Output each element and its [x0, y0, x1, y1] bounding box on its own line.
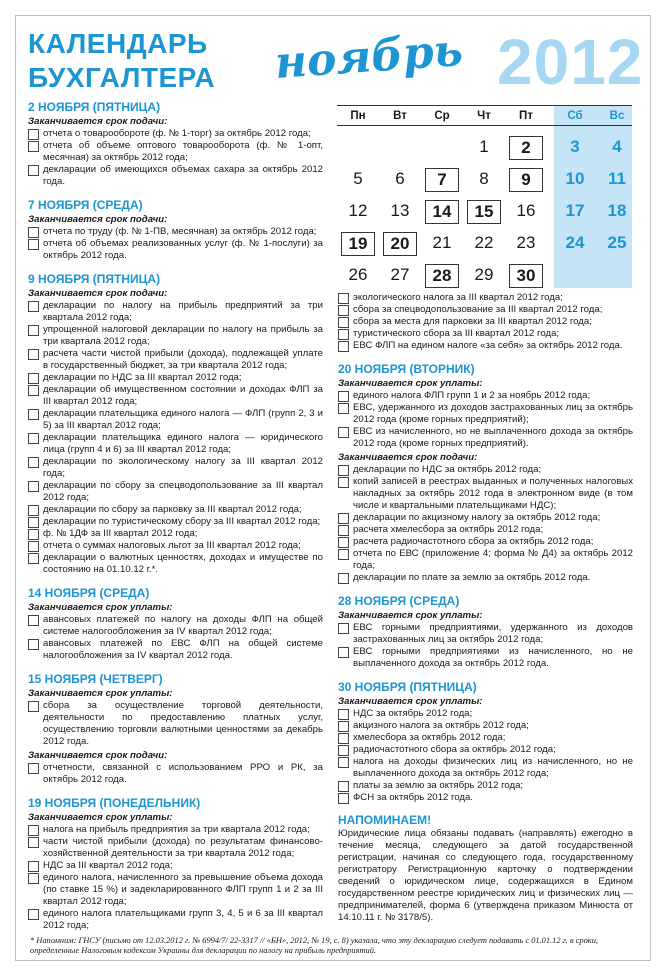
- weekday-label: Чт: [477, 110, 491, 122]
- checklist-item: [338, 464, 633, 476]
- checkbox[interactable]: [28, 481, 39, 492]
- calendar-day: 16: [516, 201, 536, 220]
- checklist-item: [338, 792, 633, 804]
- checkbox[interactable]: [28, 141, 39, 152]
- item-text: единого налога плательщиками групп 3, 4, 5 и 6 за III квартал 2012 года;: [43, 908, 323, 931]
- checklist-item: [338, 536, 633, 548]
- weekday-label: Сб: [567, 110, 583, 122]
- calendar-day: 22: [474, 233, 494, 252]
- item-text: декларации об имущественном состоянии и доходах ФЛП за III квартал 2012 года;: [43, 384, 323, 407]
- checkbox[interactable]: [338, 427, 349, 438]
- checkbox[interactable]: [28, 615, 39, 626]
- item-text: отчета об объемах реализованных услуг (ф. № 1-послуги) за октябрь 2012 года.: [43, 238, 323, 261]
- deadline-subheading: Заканчивается срок подачи:: [28, 214, 168, 225]
- calendar-day: 17: [565, 201, 585, 220]
- checklist-item: [338, 572, 633, 584]
- checklist-item: [338, 524, 633, 536]
- checklist-item: [28, 860, 323, 872]
- section-heading: 2 НОЯБРЯ (ПЯТНИЦА): [28, 100, 161, 114]
- deadline-subheading: Заканчивается срок подачи:: [28, 750, 168, 761]
- section-heading: 30 НОЯБРЯ (ПЯТНИЦА): [338, 680, 477, 694]
- checkbox[interactable]: [338, 623, 349, 634]
- checkbox[interactable]: [28, 763, 39, 774]
- item-text: упрощенной налоговой декларации по налогу на прибыль за три квартала 2012 года;: [43, 324, 323, 347]
- calendar-day: 18: [607, 201, 627, 220]
- calendar-day: 1: [479, 137, 489, 156]
- checklist-item: [28, 528, 323, 540]
- checkbox[interactable]: [338, 757, 349, 768]
- checkbox[interactable]: [338, 465, 349, 476]
- checkbox[interactable]: [28, 373, 39, 384]
- weekend-band: [554, 105, 632, 288]
- item-text: ЕВС горными предприятиями, удержанного из доходов застрахованных лиц за октябрь 2012 года;: [353, 622, 633, 645]
- checklist-item: [338, 732, 633, 744]
- weekday-label: Вс: [609, 110, 625, 122]
- checkbox[interactable]: [28, 409, 39, 420]
- checkbox[interactable]: [28, 837, 39, 848]
- checklist-item: [28, 128, 323, 140]
- checklist-item: [338, 708, 633, 720]
- calendar-day: 12: [348, 201, 368, 220]
- checkbox[interactable]: [338, 721, 349, 732]
- calendar-day: 2: [509, 136, 543, 160]
- weekday-label: Вт: [393, 110, 407, 122]
- item-text: ф. № 1ДФ за III квартал 2012 года;: [43, 528, 198, 539]
- checkbox[interactable]: [28, 639, 39, 650]
- checkbox[interactable]: [338, 329, 349, 340]
- calendar-day: 8: [479, 169, 489, 188]
- item-text: платы за землю за октябрь 2012 года;: [353, 780, 524, 791]
- deadline-subheading: Заканчивается срок уплаты:: [338, 378, 483, 389]
- reminder-text: Юридические лица обязаны подавать (направлять) ежегодно в течение месяца, следующего за датой государственной регистрации, начиная со следующего года, государственному регистратору Регистрационную карточку о подтверждении сведений о юридическом лице, содержащихся в Едином государственном реестре юридических лиц и физических лиц — предпринимателей, форма 6 (утверждена приказом Минюста от 14.10.11 г. № 3178/5).: [338, 828, 633, 923]
- calendar-day: 6: [395, 169, 405, 188]
- weekday-label: Пн: [350, 110, 366, 122]
- checklist-item: [338, 622, 633, 646]
- year-title: 2012: [497, 26, 644, 98]
- checklist-item: [338, 402, 633, 426]
- checkbox[interactable]: [338, 341, 349, 352]
- checkbox[interactable]: [28, 825, 39, 836]
- checklist-item: [338, 390, 633, 402]
- checkbox[interactable]: [28, 873, 39, 884]
- calendar-day: 29: [474, 265, 494, 284]
- calendar-day: 10: [565, 169, 585, 188]
- calendar-day: 28: [425, 264, 459, 288]
- checkbox[interactable]: [28, 861, 39, 872]
- item-text: декларации плательщика единого налога — юридического лица (групп 4 и 6) за III квартал 2012 года;: [43, 432, 323, 455]
- checklist-item: [28, 638, 323, 662]
- checkbox[interactable]: [338, 403, 349, 414]
- calendar-day: 20: [383, 232, 417, 256]
- section-heading: 14 НОЯБРЯ (СРЕДА): [28, 586, 150, 600]
- item-text: НДС за октябрь 2012 года;: [353, 708, 473, 719]
- item-text: ЕВС ФЛП на едином налоге «за себя» за октябрь 2012 года.: [353, 340, 623, 351]
- left-column: [28, 100, 323, 932]
- deadline-subheading: Заканчивается срок подачи:: [338, 452, 478, 463]
- checklist-item: [28, 348, 323, 372]
- item-text: НДС за III квартал 2012 года;: [43, 860, 173, 871]
- deadline-subheading: Заканчивается срок уплаты:: [338, 610, 483, 621]
- checklist-item: [338, 316, 633, 328]
- checkbox[interactable]: [338, 745, 349, 756]
- item-text: декларации по экологическому налогу за III квартал 2012 года;: [43, 456, 323, 479]
- item-text: расчета радиочастотного сбора за октябрь 2012 года;: [353, 536, 594, 547]
- title-line2: БУХГАЛТЕРА: [28, 62, 216, 93]
- item-text: ЕВС, удержанного из доходов застрахованных лиц за октябрь 2012 года (кроме горных предприятий);: [353, 402, 633, 425]
- item-text: налога на доходы физических лиц из начисленного, но не выплаченного дохода за октябрь 2012 года;: [353, 756, 633, 779]
- deadline-subheading: Заканчивается срок уплаты:: [28, 688, 173, 699]
- item-text: отчета об объеме оптового товарооборота (ф. № 1-опт, месячная) за октябрь 2012 года;: [43, 140, 323, 163]
- item-text: туристического сбора за III квартал 2012 года;: [353, 328, 560, 339]
- checkbox[interactable]: [338, 477, 349, 488]
- checklist-item: [28, 540, 323, 552]
- checklist-item: [28, 824, 323, 836]
- calendar-day: 13: [390, 201, 410, 220]
- checklist-item: [28, 480, 323, 504]
- month-title: ноябрь: [273, 24, 465, 89]
- checklist-item: [338, 292, 633, 304]
- section-heading: 20 НОЯБРЯ (ВТОРНИК): [338, 362, 475, 376]
- calendar-day: 9: [509, 168, 543, 192]
- calendar-day: 25: [607, 233, 627, 252]
- footnote: * Напомним: ГНСУ (письмо от 12.03.2012 г. № 6994/7/ 22-3317 // «БН», 2012, № 19, с. 8) указала, что эту декларацию следует подавать с 01.01.12 г. в сроки, определенные Налоговым кодексом Украины для декларации по налогу на прибыль предприятий.: [30, 936, 598, 955]
- calendar-header: [337, 105, 632, 126]
- item-text: отчета по ЕВС (приложение 4; форма № Д4) за октябрь 2012 года;: [353, 548, 633, 571]
- checkbox[interactable]: [338, 647, 349, 658]
- checkbox[interactable]: [338, 293, 349, 304]
- checklist-item: [28, 504, 323, 516]
- checklist-item: [338, 756, 633, 780]
- checklist-item: [28, 908, 323, 932]
- calendar-day: 27: [390, 265, 410, 284]
- checklist-item: [338, 328, 633, 340]
- item-text: декларации по плате за землю за октябрь 2012 года.: [353, 572, 591, 583]
- checklist-item: [338, 744, 633, 756]
- checklist-item: [28, 408, 323, 432]
- item-text: хмелесбора за октябрь 2012 года;: [353, 732, 506, 743]
- item-text: налога на прибыль предприятия за три квартала 2012 года;: [43, 824, 310, 835]
- checkbox[interactable]: [338, 733, 349, 744]
- checkbox[interactable]: [28, 227, 39, 238]
- calendar-grid: [337, 105, 632, 288]
- checklist-item: [338, 340, 633, 352]
- checkbox[interactable]: [28, 909, 39, 920]
- checkbox[interactable]: [28, 433, 39, 444]
- right-column: [338, 292, 633, 924]
- checklist-item: [338, 720, 633, 732]
- checkbox[interactable]: [28, 517, 39, 528]
- item-text: сбора за места для парковки за III квартал 2012 года;: [353, 316, 592, 327]
- checkbox[interactable]: [28, 505, 39, 516]
- checkbox[interactable]: [28, 529, 39, 540]
- checkbox[interactable]: [28, 349, 39, 360]
- title-line1: КАЛЕНДАРЬ: [28, 28, 208, 59]
- item-text: декларации по налогу на прибыль предприятий за три квартала 2012 года;: [43, 300, 323, 323]
- checklist-item: [338, 304, 633, 316]
- weekday-label: Пт: [519, 110, 533, 122]
- checklist-item: [28, 164, 323, 188]
- checkbox[interactable]: [28, 541, 39, 552]
- checkbox[interactable]: [338, 513, 349, 524]
- section-heading: 28 НОЯБРЯ (СРЕДА): [338, 594, 460, 608]
- checklist-item: [28, 456, 323, 480]
- item-text: радиочастотного сбора за октябрь 2012 года;: [353, 744, 556, 755]
- item-text: декларации плательщика единого налога — ФЛП (групп 2, 3 и 5) за III квартал 2012 года;: [43, 408, 323, 431]
- item-text: акцизного налога за октябрь 2012 года;: [353, 720, 529, 731]
- item-text: декларации о валютных ценностях, доходах и имуществе по состоянию на 01.10.12 г.*.: [43, 552, 323, 575]
- item-text: декларации по туристическому сбору за III квартал 2012 года;: [43, 516, 321, 527]
- section-heading: 19 НОЯБРЯ (ПОНЕДЕЛЬНИК): [28, 796, 201, 810]
- checklist-item: [338, 476, 633, 512]
- checklist-item: [338, 512, 633, 524]
- item-text: декларации по сбору за спецводопользование за III квартал 2012 года;: [43, 480, 323, 503]
- item-text: сбора за осуществление торговой деятельности, деятельности по предоставлению платных услуг, осуществлению торговли валютными ценностями за декабрь 2012 года.: [43, 700, 323, 747]
- checkbox[interactable]: [338, 781, 349, 792]
- checkbox[interactable]: [338, 793, 349, 804]
- checklist-item: [338, 548, 633, 572]
- calendar-day: 14: [425, 200, 459, 224]
- checkbox[interactable]: [338, 573, 349, 584]
- checkbox[interactable]: [28, 239, 39, 250]
- calendar-day: 7: [425, 168, 459, 192]
- calendar-day: 19: [341, 232, 375, 256]
- checklist-item: [28, 872, 323, 908]
- item-text: отчета о товарообороте (ф. № 1-торг) за октябрь 2012 года;: [43, 128, 311, 139]
- calendar-day: 21: [432, 233, 452, 252]
- calendar-day: 11: [608, 169, 626, 188]
- checkbox[interactable]: [28, 457, 39, 468]
- checklist-item: [338, 646, 633, 670]
- checkbox[interactable]: [338, 305, 349, 316]
- checklist-item: [28, 300, 323, 324]
- item-text: декларации об имеющихся объемах сахара за октябрь 2012 года.: [43, 164, 323, 187]
- checklist-item: [28, 432, 323, 456]
- item-text: декларации по акцизному налогу за октябрь 2012 года;: [353, 512, 601, 523]
- item-text: авансовых платежей по ЕВС ФЛП на общей системе налогообложения за IV квартал 2012 года.: [43, 638, 323, 661]
- checkbox[interactable]: [338, 391, 349, 402]
- calendar-day: 24: [565, 233, 585, 252]
- item-text: декларации по НДС за октябрь 2012 года;: [353, 464, 542, 475]
- reminder-title: НАПОМИНАЕМ!: [338, 813, 432, 827]
- item-text: части чистой прибыли (дохода) по результатам финансово-хозяйственной деятельности за три квартала 2012 года;: [43, 836, 323, 859]
- checklist-item: [28, 226, 323, 238]
- calendar-day: 30: [509, 264, 543, 288]
- item-text: расчета хмелесбора за октябрь 2012 года;: [353, 524, 544, 535]
- item-text: экологического налога за III квартал 2012 года;: [353, 292, 563, 303]
- item-text: отчета по труду (ф. № 1-ПВ, месячная) за октябрь 2012 года;: [43, 226, 317, 237]
- calendar-day: 5: [353, 169, 363, 188]
- section-heading: 15 НОЯБРЯ (ЧЕТВЕРГ): [28, 672, 163, 686]
- item-text: единого налога, начисленного за превышение объема дохода (по ставке 15 %) и задекларированного ФЛП групп 1 и 2 за III квартал 2012 года;: [43, 872, 323, 907]
- item-text: ЕВС горными предприятиями из начисленного, но не выплаченного дохода за октябрь 2012 года.: [353, 646, 633, 669]
- item-text: отчета о суммах налоговых льгот за III квартал 2012 года;: [43, 540, 301, 551]
- deadline-subheading: Заканчивается срок подачи:: [28, 288, 168, 299]
- checklist-item: [338, 780, 633, 792]
- checkbox[interactable]: [338, 537, 349, 548]
- checkbox[interactable]: [28, 701, 39, 712]
- checklist-item: [28, 700, 323, 748]
- weekday-label: Ср: [434, 110, 450, 122]
- item-text: авансовых платежей по налогу на доходы ФЛП на общей системе налогообложения за IV квартал 2012 года;: [43, 614, 323, 637]
- calendar-day: 3: [570, 137, 580, 156]
- checkbox[interactable]: [28, 325, 39, 336]
- checklist-item: [28, 324, 323, 348]
- item-text: единого налога ФЛП групп 1 и 2 за ноябрь 2012 года;: [353, 390, 591, 401]
- deadline-subheading: Заканчивается срок подачи:: [28, 116, 168, 127]
- deadline-subheading: Заканчивается срок уплаты:: [28, 602, 173, 613]
- item-text: отчетности, связанной с использованием РРО и РК, за октябрь 2012 года.: [43, 762, 323, 785]
- checkbox[interactable]: [28, 553, 39, 564]
- item-text: декларации по НДС за III квартал 2012 года;: [43, 372, 242, 383]
- checklist-item: [28, 614, 323, 638]
- checkbox[interactable]: [338, 317, 349, 328]
- checkbox[interactable]: [28, 129, 39, 140]
- item-text: ФСН за октябрь 2012 года.: [353, 792, 473, 803]
- section-heading: 7 НОЯБРЯ (СРЕДА): [28, 198, 143, 212]
- checkbox[interactable]: [338, 525, 349, 536]
- item-text: сбора за спецводопользование за III квартал 2012 года;: [353, 304, 603, 315]
- item-text: расчета части чистой прибыли (дохода), подлежащей уплате в государственный бюджет, за три квартала 2012 года;: [43, 348, 323, 371]
- checklist-item: [28, 762, 323, 786]
- section-heading: 9 НОЯБРЯ (ПЯТНИЦА): [28, 272, 161, 286]
- checklist-item: [28, 140, 323, 164]
- item-text: декларации по сбору за парковку за III квартал 2012 года;: [43, 504, 302, 515]
- calendar-day: 15: [467, 200, 501, 224]
- checklist-item: [28, 384, 323, 408]
- calendar-day: 4: [612, 137, 622, 156]
- checklist-item: [28, 552, 323, 576]
- checkbox[interactable]: [338, 709, 349, 720]
- checklist-item: [28, 516, 323, 528]
- item-text: копий записей в реестрах выданных и полученных налоговых накладных за октябрь 2012 года в электронном виде (в том числе и квартальными плательщиками НДС);: [353, 476, 633, 511]
- calendar-day: 26: [348, 265, 368, 284]
- checkbox[interactable]: [28, 385, 39, 396]
- checkbox[interactable]: [28, 301, 39, 312]
- checklist-item: [28, 372, 323, 384]
- checklist-item: [338, 426, 633, 450]
- calendar-day: 23: [516, 233, 536, 252]
- deadline-subheading: Заканчивается срок уплаты:: [28, 812, 173, 823]
- deadline-subheading: Заканчивается срок уплаты:: [338, 696, 483, 707]
- checklist-item: [28, 238, 323, 262]
- checkbox[interactable]: [28, 165, 39, 176]
- checklist-item: [28, 836, 323, 860]
- item-text: ЕВС из начисленного, но не выплаченного дохода за октябрь 2012 года (кроме горных предприятий).: [353, 426, 633, 449]
- checkbox[interactable]: [338, 549, 349, 560]
